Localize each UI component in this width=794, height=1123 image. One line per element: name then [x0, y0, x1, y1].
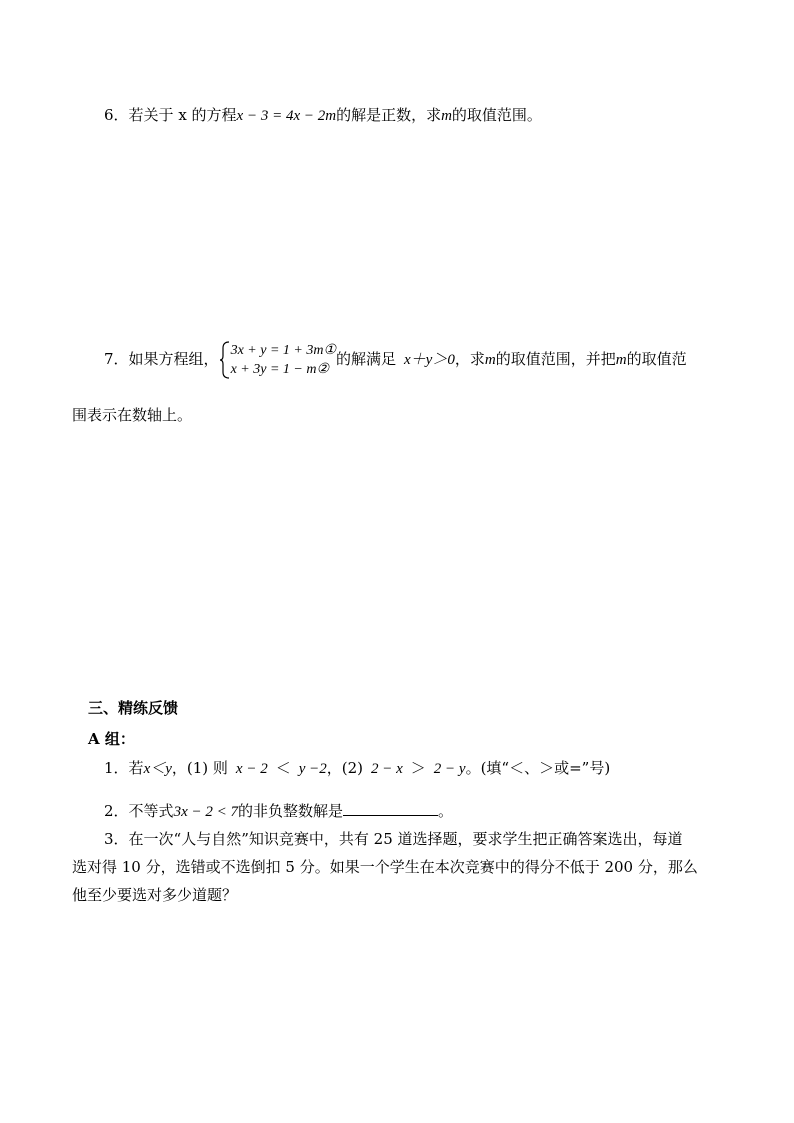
question-text: ，(1) 则	[171, 759, 228, 777]
question-number: 7．	[104, 350, 129, 368]
question-number: 2．	[104, 802, 129, 820]
question-a3-line-3: 他至少要选对多少道题？	[72, 886, 238, 904]
question-number: 3．	[104, 830, 129, 848]
question-text: 若	[128, 759, 144, 777]
question-text: 不等式	[128, 802, 174, 820]
question-text: 的非负整数解是	[237, 802, 343, 820]
condition: x＋y＞0	[404, 352, 455, 368]
inequality: 3x − 2 < 7	[173, 804, 238, 820]
question-text: 的解满足	[336, 350, 397, 368]
equation-2: x + 3y = 1 − m②	[230, 362, 329, 377]
variable-m: m	[441, 108, 452, 124]
equation: x − 3 = 4x − 2m	[236, 108, 337, 124]
expression-2: y −2	[298, 761, 327, 777]
question-text: ，求	[454, 350, 485, 368]
left-brace-icon	[219, 341, 231, 379]
question-text: 的取值范	[626, 350, 687, 368]
expression-1: x − 2	[235, 761, 268, 777]
relation-1: ＜	[275, 759, 291, 777]
section-title: 三、精练反馈	[88, 699, 179, 717]
variable-m: m	[615, 352, 627, 368]
question-text: ，(2)	[326, 759, 363, 777]
question-6	[104, 105, 542, 126]
question-text: 如果方程组，	[128, 350, 219, 368]
question-text: 的取值范围，并把	[495, 350, 616, 368]
condition: x＜y	[143, 761, 172, 777]
expression-3: 2 − x	[371, 761, 403, 777]
question-a2	[104, 799, 453, 822]
relation-2: ＞	[410, 759, 426, 777]
question-a1	[104, 758, 610, 779]
equation-1: 3x + y = 1 + 3m①	[230, 343, 336, 358]
question-number: 6．	[104, 106, 129, 124]
question-text: 的解是正数，求	[336, 106, 442, 124]
question-text: 的取值范围。	[451, 106, 542, 124]
variable-m: m	[484, 352, 496, 368]
group-label: A 组：	[88, 730, 135, 748]
equation-system	[231, 341, 336, 379]
question-a3-line-1	[104, 829, 683, 849]
answer-blank[interactable]	[343, 799, 438, 816]
question-text: 若关于 x 的方程	[128, 106, 237, 124]
expression-4: 2 − y	[433, 761, 466, 777]
question-number: 1．	[104, 759, 129, 777]
question-text: 在一次“人与自然”知识竞赛中，共有 25 道选择题，要求学生把正确答案选出，每道	[128, 830, 683, 848]
question-text: 。	[437, 802, 453, 820]
question-7-continuation: 围表示在数轴上。	[72, 406, 193, 424]
question-a3-line-2: 选对得 10 分，选错或不选倒扣 5 分。如果一个学生在本次竞赛中的得分不低于 200 分，那么	[72, 858, 698, 876]
question-text: 。(填“＜、＞或=”号)	[465, 759, 611, 777]
question-7	[104, 340, 687, 379]
